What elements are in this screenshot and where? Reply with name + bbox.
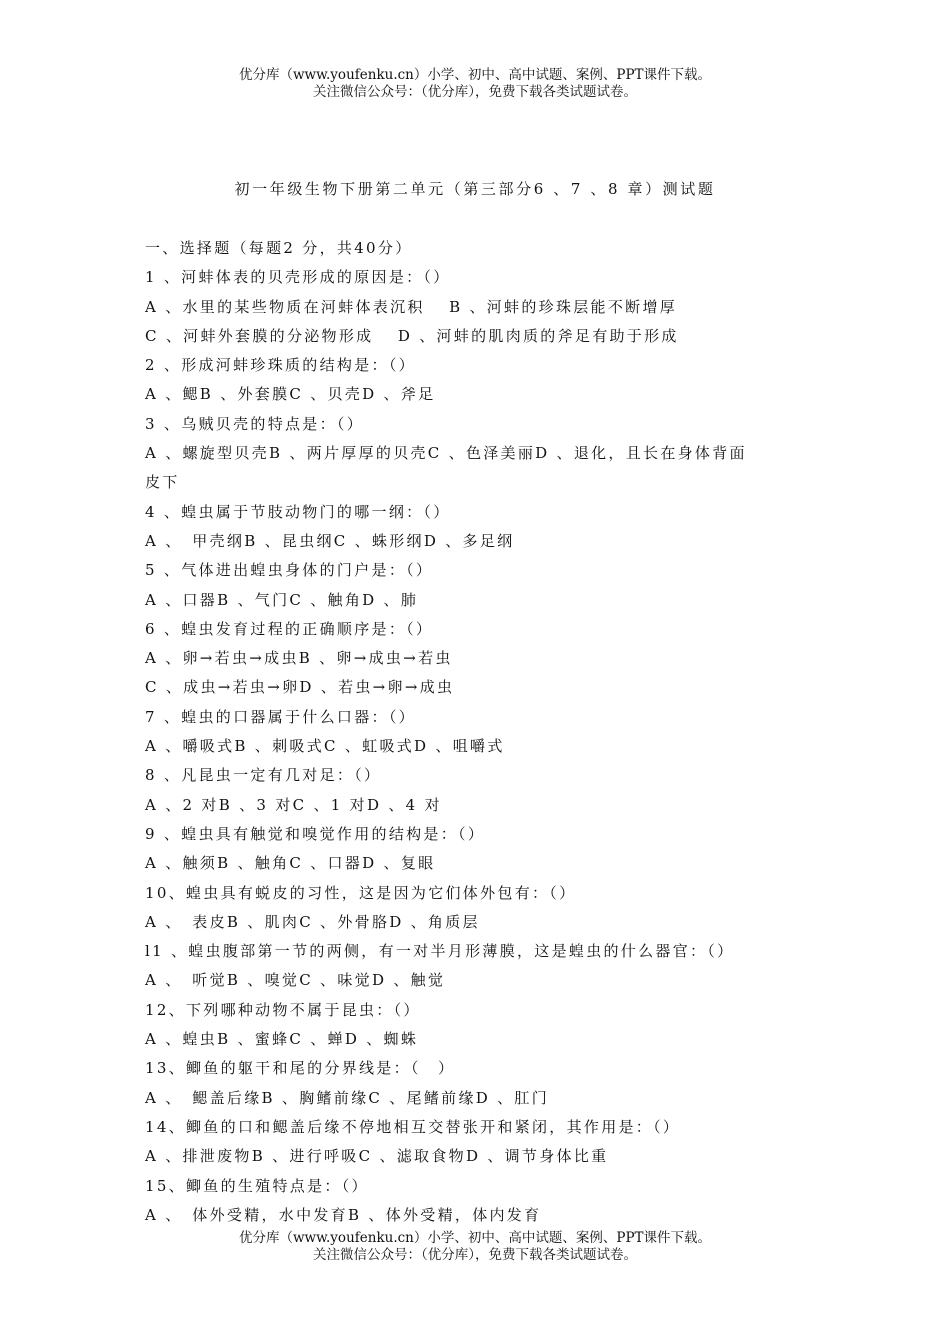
document-title: 初一年级生物下册第二单元（第三部分6 、7 、8 章）测试题: [234, 180, 716, 198]
footer-line-1: 优分库（www.youfenku.cn）小学、初中、高中试题、案例、PPT课件下载。: [238, 1230, 712, 1246]
question-1-options-c-d: C 、河蚌外套膜的分泌物形成 D 、河蚌的肌肉质的斧足有助于形成: [145, 326, 679, 345]
question-14: 14、鲫鱼的口和鳃盖后缘不停地相互交替张开和紧闭，其作用是：（）: [145, 1117, 681, 1136]
question-12-options: A 、蝗虫B 、蜜蜂C 、蝉D 、蜘蛛: [145, 1030, 419, 1049]
question-2-options: A 、鳃B 、外套膜C 、贝壳D 、斧足: [145, 385, 436, 404]
question-8: 8 、凡昆虫一定有几对足：（）: [145, 766, 382, 785]
question-14-options: A 、排泄废物B 、进行呼吸C 、滤取食物D 、调节身体比重: [145, 1147, 609, 1166]
question-7-options: A 、嚼吸式B 、刺吸式C 、虹吸式D 、咀嚼式: [145, 737, 505, 756]
question-10-options: A 、 表皮B 、肌肉C 、外骨胳D 、角质层: [145, 912, 480, 931]
question-4: 4 、蝗虫属于节肢动物门的哪一纲：（）: [145, 502, 451, 521]
footer-line-2: 关注微信公众号：（优分库），免费下载各类试题试卷。: [313, 1247, 637, 1263]
question-5: 5 、气体进出蝗虫身体的门户是：（）: [145, 561, 434, 580]
question-11: l1 、蝗虫腹部第一节的两侧，有一对半月形薄膜，这是蝗虫的什么器官：（）: [145, 942, 735, 961]
header-line-1: 优分库（www.youfenku.cn）小学、初中、高中试题、案例、PPT课件下载。: [238, 67, 712, 83]
section-heading: 一、选择题（每题2 分，共40分）: [145, 239, 413, 257]
question-10: 10、蝗虫具有蜕皮的习性，这是因为它们体外包有：（）: [145, 883, 577, 902]
question-11-options: A 、 听觉B 、嗅觉C 、味觉D 、触觉: [145, 971, 446, 990]
question-13: 13、鲫鱼的躯干和尾的分界线是：（ ）: [145, 1059, 456, 1078]
question-12: 12、下列哪种动物不属于昆虫：（）: [145, 1000, 421, 1019]
question-9-options: A 、触须B 、触角C 、口器D 、复眼: [145, 854, 436, 873]
question-6-options-c-d: C 、成虫→若虫→卵D 、若虫→卵→成虫: [145, 678, 455, 697]
header-line-2: 关注微信公众号：（优分库），免费下载各类试题试卷。: [313, 84, 637, 100]
question-8-options: A 、2 对B 、3 对C 、1 对D 、4 对: [145, 795, 442, 814]
page-footer: [0, 1230, 950, 1264]
question-3-options-continued: 皮下: [145, 473, 180, 492]
question-15: 15、鲫鱼的生殖特点是：（）: [145, 1176, 369, 1195]
question-3-options: A 、螺旋型贝壳B 、两片厚厚的贝壳C 、色泽美丽D 、退化，且长在身体背面: [145, 444, 747, 463]
question-13-options: A 、 鳃盖后缘B 、胸鳍前缘C 、尾鳍前缘D 、肛门: [145, 1088, 550, 1107]
question-5-options: A 、口器B 、气门C 、触角D 、肺: [145, 590, 419, 609]
question-9: 9 、蝗虫具有触觉和嗅觉作用的结构是：（）: [145, 824, 486, 843]
question-7: 7 、蝗虫的口器属于什么口器：（）: [145, 707, 416, 726]
page-header: [0, 67, 950, 101]
question-4-options: A 、 甲壳纲B 、昆虫纲C 、蛛形纲D 、多足纲: [145, 531, 515, 550]
question-15-options: A 、 体外受精，水中发育B 、体外受精，体内发育: [145, 1205, 542, 1224]
question-3: 3 、乌贼贝壳的特点是：（）: [145, 414, 365, 433]
question-1: 1 、河蚌体表的贝壳形成的原因是：（）: [145, 268, 451, 287]
question-6-options-a-b: A 、卵→若虫→成虫B 、卵→成虫→若虫: [145, 649, 453, 668]
question-2: 2 、形成河蚌珍珠质的结构是：（）: [145, 356, 416, 375]
question-1-options-a-b: A 、水里的某些物质在河蚌体表沉积 B 、河蚌的珍珠层能不断增厚: [145, 297, 678, 316]
question-6: 6 、蝗虫发育过程的正确顺序是：（）: [145, 619, 434, 638]
question-body: [145, 234, 810, 1230]
